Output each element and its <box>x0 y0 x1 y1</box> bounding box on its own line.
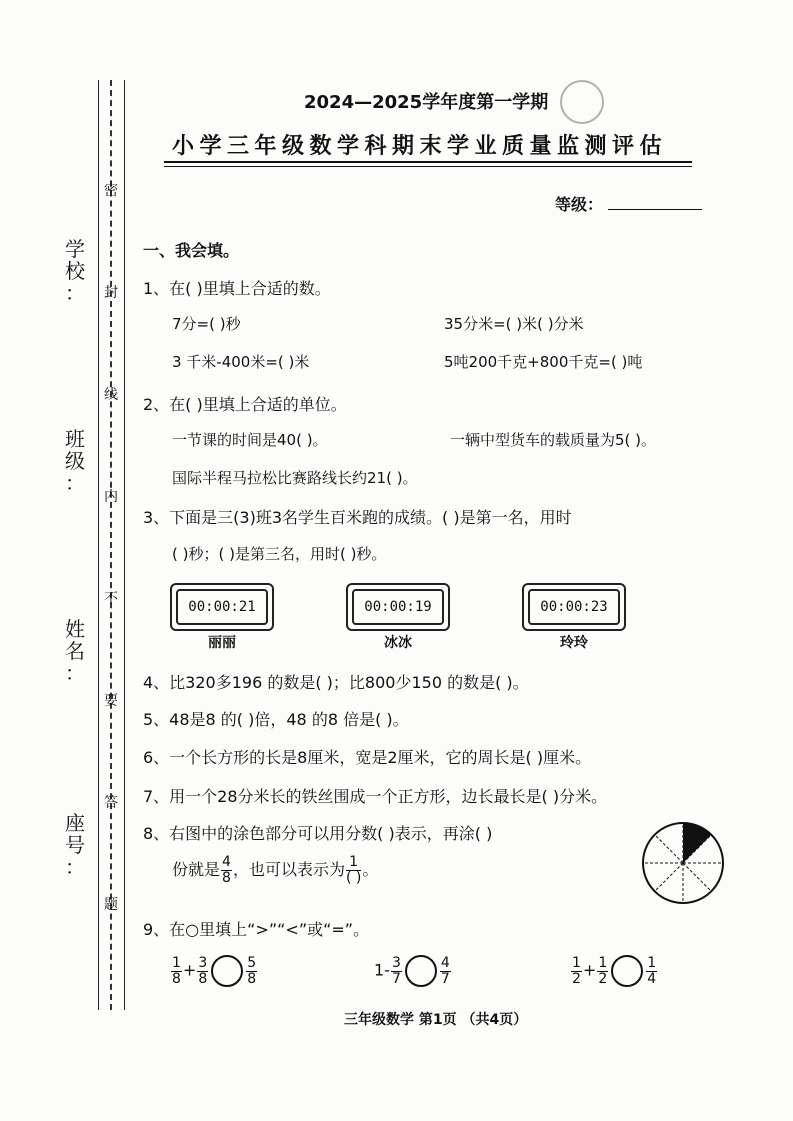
q7[interactable]: 7、用一个28分米长的铁丝围成一个正方形，边长最长是( )分米。 <box>143 787 608 806</box>
stopwatch-display <box>346 583 450 631</box>
q1-item-d[interactable]: 5吨200千克+800千克=( )吨 <box>444 353 643 371</box>
q2-item-c[interactable]: 国际半程马拉松比赛路线长约21( )。 <box>172 469 418 487</box>
minuend: 1- <box>374 960 390 980</box>
fraction: $\frac{1}{2}$ <box>572 954 581 987</box>
q8-line2[interactable] <box>172 855 378 886</box>
pie-divider <box>655 835 683 863</box>
q3-line1[interactable]: 3、下面是三(3)班3名学生百米跑的成绩。( )是第一名，用时 <box>143 508 572 527</box>
q1-prompt: 1、在( )里填上合适的数。 <box>143 279 331 298</box>
seat-label: 座 号 ： <box>65 811 85 879</box>
margin-rule-left <box>98 80 99 1010</box>
exam-year-title: 2024—2025学年度第一学期 <box>304 92 549 113</box>
stopwatch-time: 00:00:21 <box>176 589 268 625</box>
title-underline <box>164 166 692 167</box>
grade-blank[interactable] <box>608 209 702 210</box>
seal-char: 题 <box>104 897 118 913</box>
q8-text: 份就是 <box>172 860 221 879</box>
runner-name: 冰冰 <box>384 635 412 651</box>
q4[interactable]: 4、比320多196 的数是( )；比800少150 的数是( )。 <box>143 673 529 692</box>
q8-text: ，也可以表示为 <box>232 860 345 879</box>
grade-label: 等级： <box>555 195 604 214</box>
q2-item-b[interactable]: 一辆中型货车的载质量为5( )。 <box>450 431 657 449</box>
seal-char: 不 <box>104 591 118 607</box>
q9-expression-2 <box>374 955 452 987</box>
q6[interactable]: 6、一个长方形的长是8厘米，宽是2厘米，它的周长是( )厘米。 <box>143 748 592 767</box>
seal-char: 答 <box>104 795 118 811</box>
fraction-pie-diagram <box>640 820 726 906</box>
fraction: $\frac{1}{8}$ <box>172 954 181 987</box>
school-label: 学 校 ： <box>65 237 85 305</box>
q2-prompt: 2、在( )里填上合适的单位。 <box>143 395 347 414</box>
compare-circle-blank[interactable] <box>211 955 243 987</box>
class-label: 班 级 ： <box>65 427 85 495</box>
seal-char: 线 <box>104 387 118 403</box>
q2-item-a[interactable]: 一节课的时间是40( )。 <box>172 431 328 449</box>
q1-item-a[interactable]: 7分=( )秒 <box>172 315 241 333</box>
q1-item-c[interactable]: 3 千米-400米=( )米 <box>172 353 310 371</box>
runner-name: 丽丽 <box>208 635 236 651</box>
q8-line1[interactable]: 8、右图中的涂色部分可以用分数( )表示，再涂( ) <box>143 824 493 843</box>
margin-rule-right <box>124 80 125 1010</box>
fraction: $\frac{1}{4}$ <box>647 954 657 987</box>
seal-char: 内 <box>104 489 118 505</box>
compare-circle-blank[interactable] <box>611 955 643 987</box>
ink-stamp <box>560 80 604 124</box>
q8-text: 。 <box>362 860 379 879</box>
pie-shaded-sector <box>683 823 711 863</box>
name-label: 姓 名 ： <box>65 617 85 685</box>
operator: + <box>182 960 197 980</box>
q1-item-b[interactable]: 35分米=( )米( )分米 <box>444 315 584 333</box>
seal-char: 要 <box>104 693 118 709</box>
runner-name: 玲玲 <box>560 635 588 651</box>
compare-circle-blank[interactable] <box>405 955 437 987</box>
exam-title: 小学三年级数学科期末学业质量监测评估 <box>172 134 668 159</box>
seal-char: 封 <box>104 285 118 301</box>
q9-prompt: 9、在○里填上“>”“<”或“=”。 <box>143 920 370 939</box>
q5[interactable]: 5、48是8 的( )倍，48 的8 倍是( )。 <box>143 710 409 729</box>
stopwatch-display <box>170 583 274 631</box>
q9-expression-3 <box>570 955 658 987</box>
pie-divider <box>655 863 683 891</box>
stopwatch-time: 00:00:23 <box>528 589 620 625</box>
fraction-four-eighths: $\frac{4}{8}$ <box>222 854 231 886</box>
fraction: $\frac{4}{7}$ <box>440 954 450 987</box>
pie-divider <box>683 863 711 891</box>
operator: + <box>582 960 597 980</box>
title-underline <box>164 161 692 163</box>
seal-dashed-line <box>110 80 112 1010</box>
stopwatch-display <box>522 583 626 631</box>
fraction: $\frac{3}{7}$ <box>391 954 401 987</box>
fraction: $\frac{5}{8}$ <box>247 954 257 987</box>
seal-char: 密 <box>104 183 118 199</box>
q9-expression-1 <box>170 955 258 987</box>
stopwatch-time: 00:00:19 <box>352 589 444 625</box>
q3-line2[interactable]: ( )秒；( )是第三名，用时( )秒。 <box>172 545 387 563</box>
fraction: $\frac{3}{8}$ <box>198 954 208 987</box>
section-heading: 一、我会填。 <box>143 241 240 260</box>
fraction: $\frac{1}{2}$ <box>598 954 608 987</box>
page-footer: 三年级数学 第1页 （共4页） <box>344 1012 528 1028</box>
fraction-answer-blank[interactable]: $\frac{1}{( )}$ <box>345 854 362 886</box>
